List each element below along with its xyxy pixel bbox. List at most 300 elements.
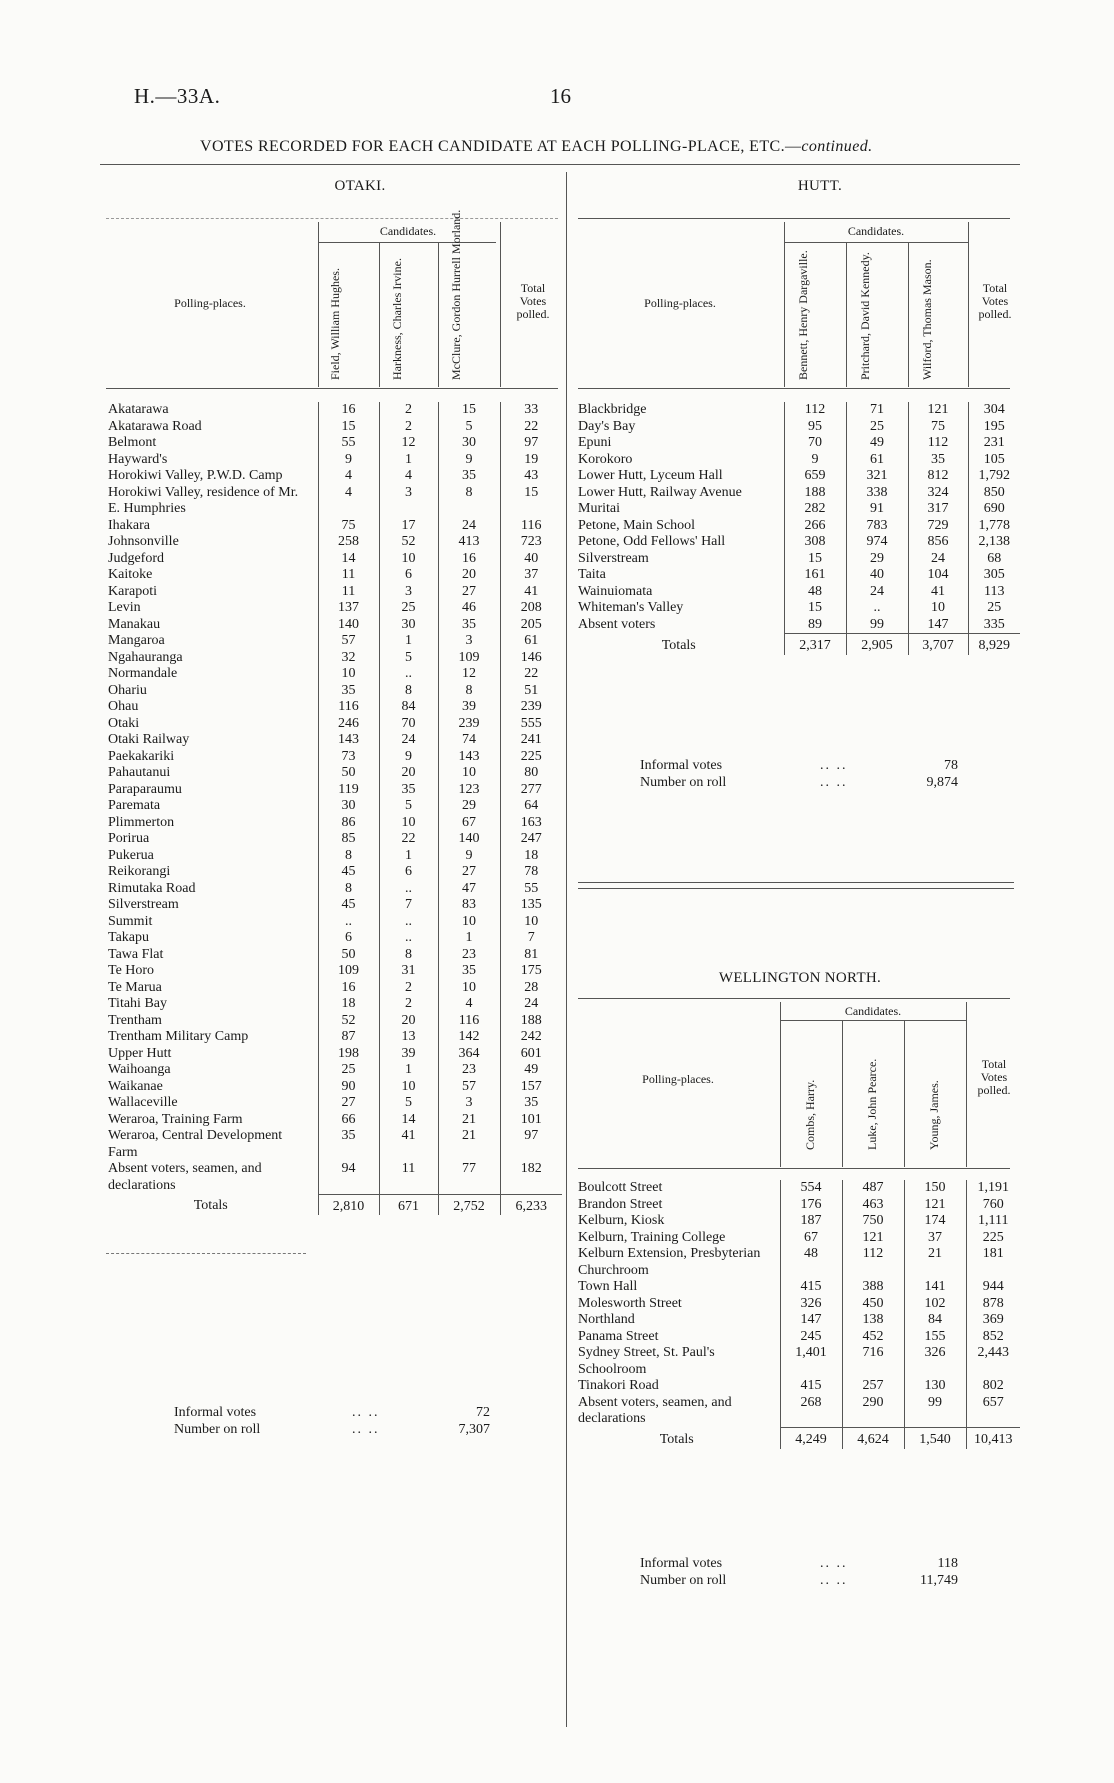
polling-place-name: Horokiwi Valley, residence of Mr. E. Humphries — [108, 484, 299, 516]
candidate-votes-cell: 49 — [846, 435, 908, 452]
page-reference: H.—33A. — [134, 84, 221, 108]
candidate-votes-cell: .. — [379, 930, 438, 947]
otaki-head-divider-4 — [500, 222, 501, 387]
candidate-votes-cell: 1 — [379, 633, 438, 650]
total-votes-cell: 242 — [500, 1029, 562, 1046]
candidate-votes-cell: 39 — [379, 1046, 438, 1063]
polling-place-name: Te Marua — [108, 979, 162, 995]
table-row — [574, 551, 1020, 568]
candidate-votes-cell: 77 — [438, 1161, 500, 1194]
candidate-votes-cell: 716 — [842, 1345, 904, 1378]
candidate-votes-cell: 5 — [379, 798, 438, 815]
polling-place-name: Petone, Main School — [578, 517, 696, 533]
hutt-title: HUTT. — [797, 178, 843, 194]
total-votes-cell: 40 — [500, 551, 562, 568]
candidate-votes-cell: 45 — [318, 864, 379, 881]
table-row — [104, 864, 562, 881]
totals-label: Totals — [193, 1198, 228, 1213]
candidate-votes-cell: 5 — [379, 650, 438, 667]
polling-place-name: Mangaroa — [108, 633, 165, 648]
table-row — [104, 1161, 562, 1194]
total-votes-cell: 601 — [500, 1046, 562, 1063]
polling-place-name: Wainuiomata — [578, 583, 653, 599]
total-votes-cell: 15 — [500, 485, 562, 518]
candidate-votes-cell: 87 — [318, 1029, 379, 1046]
candidate-votes-cell: 47 — [438, 881, 500, 898]
table-row — [104, 1062, 562, 1079]
polling-place-name: Paremata — [108, 798, 161, 813]
total-votes-cell: 304 — [968, 402, 1020, 419]
hutt-candidates-label: Candidates. — [847, 224, 905, 238]
candidate-votes-cell: 130 — [904, 1378, 966, 1395]
polling-place-name: Te Horo — [108, 963, 155, 978]
total-votes-cell: 802 — [966, 1378, 1020, 1395]
totals-row — [574, 1428, 1020, 1449]
total-votes-cell: 55 — [500, 881, 562, 898]
total-votes-cell: 225 — [966, 1230, 1020, 1247]
total-votes-cell: 1,778 — [968, 518, 1020, 535]
table-row — [104, 716, 562, 733]
candidate-votes-cell: 326 — [780, 1296, 842, 1313]
candidate-votes-cell: 74 — [438, 732, 500, 749]
candidate-votes-cell: 39 — [438, 699, 500, 716]
candidate-votes-cell: 3 — [438, 1095, 500, 1112]
total-votes-cell: 157 — [500, 1079, 562, 1096]
total-votes-cell: 188 — [500, 1013, 562, 1030]
polling-place-name: Town Hall — [578, 1279, 638, 1294]
candidate-votes-cell: 14 — [318, 551, 379, 568]
candidate-votes-cell: 137 — [318, 600, 379, 617]
candidate-votes-cell: 10 — [379, 551, 438, 568]
candidate-votes-cell: 388 — [842, 1279, 904, 1296]
otaki-footer: Informal votes .. .. 72 Number on roll .. .. 7,307 — [174, 1405, 490, 1437]
candidate-votes-cell: 415 — [780, 1378, 842, 1395]
candidate-votes-cell: 40 — [846, 567, 908, 584]
candidate-votes-cell: 9 — [784, 452, 846, 469]
candidate-votes-cell: 71 — [846, 402, 908, 419]
table-row — [574, 501, 1020, 518]
polling-place-name: Reikorangi — [108, 864, 171, 879]
candidate-votes-cell: 7 — [379, 897, 438, 914]
candidate-votes-cell: 119 — [318, 782, 379, 799]
candidate-votes-cell: 121 — [904, 1197, 966, 1214]
candidate-votes-cell: 30 — [379, 617, 438, 634]
candidate-votes-cell: 463 — [842, 1197, 904, 1214]
polling-place-name: Trentham — [108, 1012, 162, 1028]
candidate-votes-cell: 29 — [846, 551, 908, 568]
hutt-end-rule-1 — [578, 882, 1014, 883]
candidate-votes-cell: 413 — [438, 534, 500, 551]
hutt-end-rule-2 — [578, 888, 1014, 889]
wellington-north-table — [574, 1180, 1020, 1449]
candidate-votes-cell: 21 — [904, 1246, 966, 1279]
candidate-votes-cell: 109 — [318, 963, 379, 980]
polling-place-name: Wallaceville — [108, 1095, 178, 1110]
candidate-votes-cell: 23 — [438, 1062, 500, 1079]
hutt-top-rule — [578, 218, 1010, 219]
polling-place-name: Otaki — [108, 715, 140, 731]
polling-place-name: Muritai — [578, 501, 620, 516]
hutt-head-divider-4 — [968, 222, 969, 387]
total-votes-cell: 878 — [966, 1296, 1020, 1313]
candidate-votes-cell: 116 — [438, 1013, 500, 1030]
table-row — [574, 1230, 1020, 1247]
candidate-votes-cell: 116 — [318, 699, 379, 716]
candidate-votes-cell: .. — [846, 600, 908, 617]
candidate-votes-cell: 239 — [438, 716, 500, 733]
candidate-votes-cell: 35 — [379, 782, 438, 799]
candidate-votes-cell: .. — [379, 881, 438, 898]
table-row — [104, 419, 562, 436]
candidate-votes-cell: 70 — [784, 435, 846, 452]
totals-cell: 4,249 — [780, 1428, 842, 1449]
candidate-votes-cell: 856 — [908, 534, 968, 551]
polling-place-name: Tinakori Road — [578, 1378, 659, 1393]
wn-informal-value: 118 — [937, 1556, 958, 1571]
total-votes-cell: 163 — [500, 815, 562, 832]
candidate-votes-cell: 17 — [379, 518, 438, 535]
candidate-votes-cell: 8 — [438, 683, 500, 700]
otaki-candidate-2: Harkness, Charles Irvine. — [390, 258, 404, 380]
table-row — [104, 980, 562, 997]
total-votes-cell: 28 — [500, 980, 562, 997]
candidate-votes-cell: 258 — [318, 534, 379, 551]
candidate-votes-cell: 6 — [379, 567, 438, 584]
total-votes-cell: 2,138 — [968, 534, 1020, 551]
candidate-votes-cell: 35 — [438, 963, 500, 980]
candidate-votes-cell: 317 — [908, 501, 968, 518]
candidate-votes-cell: 188 — [784, 485, 846, 502]
total-votes-cell: 101 — [500, 1112, 562, 1129]
otaki-candidates-label: Candidates. — [379, 224, 437, 238]
total-votes-cell: 7 — [500, 930, 562, 947]
total-votes-cell: 37 — [500, 567, 562, 584]
candidate-votes-cell: 141 — [904, 1279, 966, 1296]
wn-informal-label: Informal votes — [640, 1556, 723, 1571]
otaki-head-divider-1 — [318, 222, 319, 387]
candidate-votes-cell: 84 — [904, 1312, 966, 1329]
table-row — [104, 435, 562, 452]
table-row — [104, 732, 562, 749]
candidate-votes-cell: 4 — [318, 468, 379, 485]
wn-total-label: Total Votes polled. — [977, 1057, 1011, 1097]
total-votes-cell: 49 — [500, 1062, 562, 1079]
table-row — [574, 1213, 1020, 1230]
hutt-head-divider-1 — [784, 222, 785, 387]
table-row — [104, 1095, 562, 1112]
hutt-polling-label: Polling-places. — [644, 296, 716, 310]
otaki-end-rule — [106, 1253, 306, 1254]
table-row — [574, 1329, 1020, 1346]
candidate-votes-cell: 290 — [842, 1395, 904, 1428]
candidate-votes-cell: 10 — [379, 815, 438, 832]
total-votes-cell: 64 — [500, 798, 562, 815]
candidate-votes-cell: 11 — [379, 1161, 438, 1194]
candidate-votes-cell: 95 — [784, 419, 846, 436]
wn-roll-label: Number on roll — [640, 1573, 727, 1588]
polling-place-name: Absent voters, seamen, and declarations — [578, 1394, 732, 1426]
table-row — [104, 963, 562, 980]
title-rule — [100, 164, 1020, 165]
table-row — [574, 1279, 1020, 1296]
total-votes-cell: 146 — [500, 650, 562, 667]
candidate-votes-cell: 10 — [438, 980, 500, 997]
table-row — [104, 534, 562, 551]
table-row — [104, 518, 562, 535]
candidate-votes-cell: 10 — [438, 914, 500, 931]
candidate-votes-cell: 25 — [846, 419, 908, 436]
hutt-roll-label: Number on roll — [640, 775, 727, 790]
candidate-votes-cell: 102 — [904, 1296, 966, 1313]
candidate-votes-cell: 85 — [318, 831, 379, 848]
candidate-votes-cell: 338 — [846, 485, 908, 502]
total-votes-cell: 25 — [968, 600, 1020, 617]
candidate-votes-cell: 52 — [379, 534, 438, 551]
candidate-votes-cell: 70 — [379, 716, 438, 733]
table-row — [104, 600, 562, 617]
polling-place-name: Brandon Street — [578, 1196, 663, 1212]
table-row — [574, 1378, 1020, 1395]
table-row — [574, 468, 1020, 485]
wn-candidates-rule — [780, 1020, 966, 1021]
candidate-votes-cell: 41 — [908, 584, 968, 601]
candidate-votes-cell: 8 — [379, 947, 438, 964]
hutt-candidate-2: Pritchard, David Kennedy. — [858, 252, 872, 380]
hutt-footer: Informal votes .. .. 78 Number on roll .. .. 9,874 — [640, 758, 958, 790]
candidate-votes-cell: .. — [379, 914, 438, 931]
candidate-votes-cell: 84 — [379, 699, 438, 716]
table-row — [104, 452, 562, 469]
candidate-votes-cell: 9 — [318, 452, 379, 469]
candidate-votes-cell: 450 — [842, 1296, 904, 1313]
polling-place-name: Ngahauranga — [108, 649, 183, 665]
candidate-votes-cell: 109 — [438, 650, 500, 667]
hutt-candidate-3: Wilford, Thomas Mason. — [920, 259, 934, 380]
candidate-votes-cell: 99 — [904, 1395, 966, 1428]
candidate-votes-cell: 150 — [904, 1180, 966, 1197]
page-title — [200, 138, 1020, 156]
totals-cell: 6,233 — [500, 1194, 562, 1215]
polling-place-name: Belmont — [108, 435, 157, 450]
hutt-head-divider-3 — [908, 242, 909, 387]
candidate-votes-cell: 415 — [780, 1279, 842, 1296]
wn-head-divider-3 — [904, 1020, 905, 1167]
table-row — [104, 567, 562, 584]
totals-cell: 10,413 — [966, 1428, 1020, 1449]
total-votes-cell: 61 — [500, 633, 562, 650]
polling-place-name: Taita — [578, 567, 606, 582]
candidate-votes-cell: 50 — [318, 947, 379, 964]
candidate-votes-cell: 5 — [379, 1095, 438, 1112]
polling-place-name: Waihoanga — [108, 1062, 171, 1077]
otaki-head-divider-3 — [438, 242, 439, 387]
candidate-votes-cell: 1 — [379, 848, 438, 865]
total-votes-cell: 2,443 — [966, 1345, 1020, 1378]
total-votes-cell: 195 — [968, 419, 1020, 436]
table-row — [104, 666, 562, 683]
polling-place-name: Upper Hutt — [108, 1045, 172, 1061]
hutt-total-label: Total Votes polled. — [978, 281, 1012, 321]
totals-cell: 3,707 — [908, 634, 968, 655]
candidate-votes-cell: 282 — [784, 501, 846, 518]
totals-label: Totals — [659, 1431, 694, 1447]
table-row — [104, 1029, 562, 1046]
totals-cell: 1,540 — [904, 1428, 966, 1449]
otaki-header-rule — [106, 388, 558, 389]
wn-footer: Informal votes .. .. 118 Number on roll .. .. 11,749 — [640, 1556, 958, 1588]
candidate-votes-cell: 321 — [846, 468, 908, 485]
candidate-votes-cell: 155 — [904, 1329, 966, 1346]
candidate-votes-cell: 812 — [908, 468, 968, 485]
polling-place-name: Lower Hutt, Lyceum Hall — [578, 468, 723, 483]
table-row — [574, 534, 1020, 551]
candidate-votes-cell: 15 — [438, 402, 500, 419]
candidate-votes-cell: 10 — [438, 765, 500, 782]
hutt-head-divider-2 — [846, 242, 847, 387]
total-votes-cell: 723 — [500, 534, 562, 551]
otaki-roll-label: Number on roll — [174, 1422, 261, 1437]
polling-place-name: Johnsonville — [108, 534, 179, 549]
totals-row — [104, 1194, 562, 1215]
title-continued: continued. — [801, 138, 873, 155]
table-row — [104, 765, 562, 782]
polling-place-name: Whiteman's Valley — [578, 600, 684, 615]
total-votes-cell: 10 — [500, 914, 562, 931]
totals-label: Totals — [661, 637, 696, 653]
candidate-votes-cell: 2 — [379, 419, 438, 436]
polling-place-name: Otaki Railway — [108, 732, 190, 747]
table-row — [574, 452, 1020, 469]
candidate-votes-cell: 487 — [842, 1180, 904, 1197]
wn-head-divider-4 — [966, 1002, 967, 1167]
hutt-roll-value: 9,874 — [926, 775, 958, 790]
wn-candidate-3: Young, James. — [927, 1080, 941, 1150]
candidate-votes-cell: 15 — [784, 551, 846, 568]
total-votes-cell: 18 — [500, 848, 562, 865]
candidate-votes-cell: 73 — [318, 749, 379, 766]
table-row — [574, 518, 1020, 535]
candidate-votes-cell: 452 — [842, 1329, 904, 1346]
total-votes-cell: 51 — [500, 683, 562, 700]
candidate-votes-cell: 6 — [318, 930, 379, 947]
candidate-votes-cell: 21 — [438, 1112, 500, 1129]
candidate-votes-cell: 324 — [908, 485, 968, 502]
candidate-votes-cell: 4 — [438, 996, 500, 1013]
candidate-votes-cell: 12 — [379, 435, 438, 452]
total-votes-cell: 247 — [500, 831, 562, 848]
total-votes-cell: 43 — [500, 468, 562, 485]
total-votes-cell: 690 — [968, 501, 1020, 518]
candidate-votes-cell: .. — [318, 914, 379, 931]
total-votes-cell: 760 — [966, 1197, 1020, 1214]
candidate-votes-cell: 90 — [318, 1079, 379, 1096]
candidate-votes-cell: 24 — [908, 551, 968, 568]
candidate-votes-cell: 35 — [438, 468, 500, 485]
candidate-votes-cell: 326 — [904, 1345, 966, 1378]
candidate-votes-cell: 5 — [438, 419, 500, 436]
polling-place-name: Molesworth Street — [578, 1295, 682, 1311]
table-row — [104, 1013, 562, 1030]
candidate-votes-cell: 14 — [379, 1112, 438, 1129]
total-votes-cell: 225 — [500, 749, 562, 766]
candidate-votes-cell: 308 — [784, 534, 846, 551]
table-row — [574, 1180, 1020, 1197]
candidate-votes-cell: 729 — [908, 518, 968, 535]
polling-place-name: Weraroa, Training Farm — [108, 1111, 243, 1127]
candidate-votes-cell: 99 — [846, 617, 908, 634]
total-votes-cell: 41 — [500, 584, 562, 601]
total-votes-cell: 78 — [500, 864, 562, 881]
table-row — [574, 1296, 1020, 1313]
wn-top-rule — [578, 998, 1010, 999]
table-row — [104, 584, 562, 601]
hutt-informal-label: Informal votes — [640, 758, 723, 773]
candidate-votes-cell: 143 — [318, 732, 379, 749]
candidate-votes-cell: 89 — [784, 617, 846, 634]
candidate-votes-cell: 2 — [379, 402, 438, 419]
total-votes-cell: 208 — [500, 600, 562, 617]
candidate-votes-cell: 1,401 — [780, 1345, 842, 1378]
polling-place-name: Ihakara — [108, 517, 150, 533]
candidate-votes-cell: 140 — [318, 617, 379, 634]
table-row — [574, 1395, 1020, 1428]
candidate-votes-cell: 83 — [438, 897, 500, 914]
polling-place-name: Silverstream — [578, 550, 649, 566]
table-row — [104, 617, 562, 634]
otaki-total-label: Total Votes polled. — [516, 281, 550, 321]
candidate-votes-cell: 18 — [318, 996, 379, 1013]
candidate-votes-cell: 112 — [842, 1246, 904, 1279]
hutt-candidate-1: Bennett, Henry Dargaville. — [796, 250, 810, 380]
polling-place-name: Northland — [578, 1312, 635, 1327]
table-row — [104, 468, 562, 485]
candidate-votes-cell: 15 — [318, 419, 379, 436]
table-row — [104, 782, 562, 799]
candidate-votes-cell: 67 — [780, 1230, 842, 1247]
polling-place-name: Paekakariki — [108, 748, 175, 764]
total-votes-cell: 369 — [966, 1312, 1020, 1329]
candidate-votes-cell: 16 — [318, 980, 379, 997]
candidate-votes-cell: 176 — [780, 1197, 842, 1214]
polling-place-name: Boulcott Street — [578, 1180, 663, 1195]
totals-cell: 4,624 — [842, 1428, 904, 1449]
wellington-north-title: WELLINGTON NORTH. — [718, 970, 882, 986]
polling-place-name: Tawa Flat — [108, 946, 164, 962]
candidate-votes-cell: 61 — [846, 452, 908, 469]
totals-cell: 2,752 — [438, 1194, 500, 1215]
polling-place-name: Korokoro — [578, 451, 633, 467]
candidate-votes-cell: 750 — [842, 1213, 904, 1230]
table-row — [104, 402, 562, 419]
table-row — [104, 650, 562, 667]
table-row — [104, 815, 562, 832]
total-votes-cell: 116 — [500, 518, 562, 535]
table-row — [104, 1112, 562, 1129]
polling-place-name: Petone, Odd Fellows' Hall — [578, 534, 726, 549]
candidate-votes-cell: 8 — [318, 881, 379, 898]
table-row — [104, 1046, 562, 1063]
polling-place-name: Titahi Bay — [108, 996, 167, 1011]
polling-place-name: Absent voters, seamen, and declarations — [108, 1161, 262, 1193]
hutt-table — [574, 402, 1020, 655]
candidate-votes-cell: 10 — [318, 666, 379, 683]
candidate-votes-cell: 75 — [318, 518, 379, 535]
polling-place-name: Ohau — [108, 699, 139, 714]
polling-place-name: Weraroa, Central Development Farm — [108, 1128, 283, 1160]
candidate-votes-cell: 24 — [846, 584, 908, 601]
candidate-votes-cell: 142 — [438, 1029, 500, 1046]
total-votes-cell: 1,111 — [966, 1213, 1020, 1230]
